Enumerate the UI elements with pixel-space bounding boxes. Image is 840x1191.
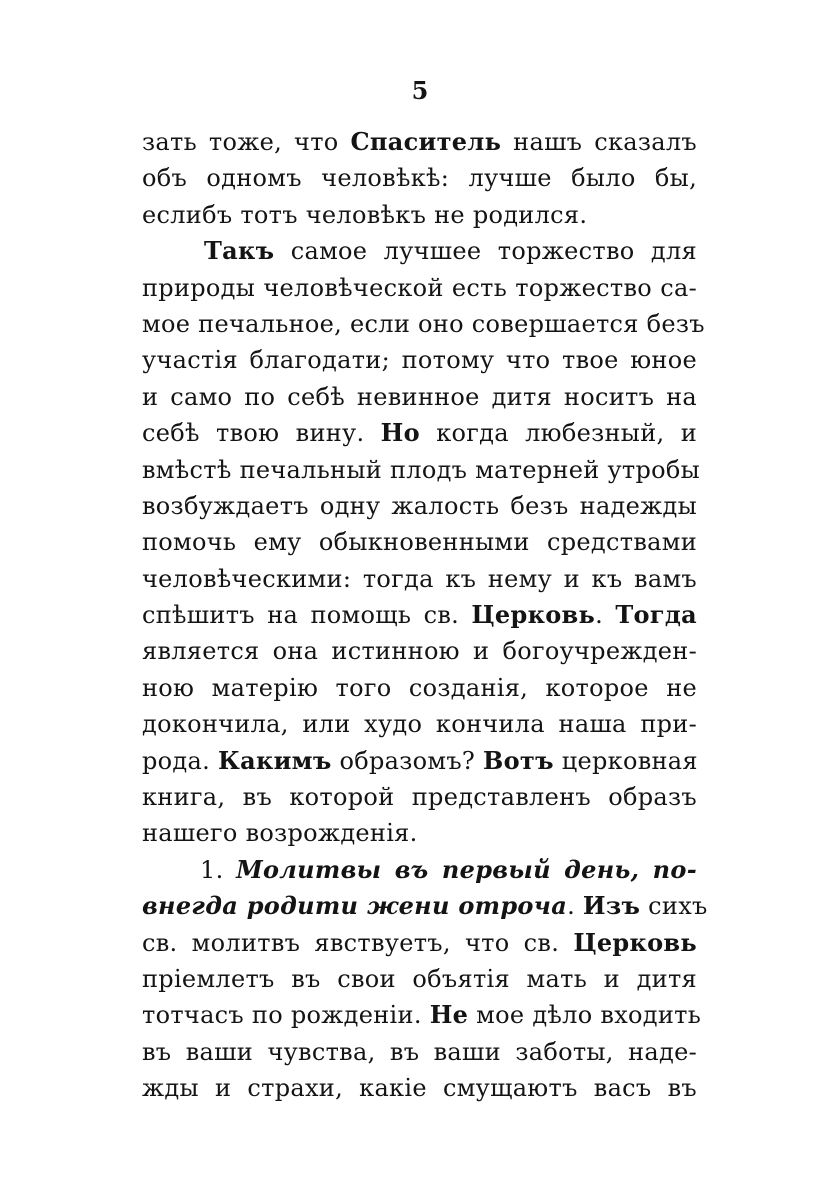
text-run: церковная	[553, 746, 698, 775]
bold-word: Церковь	[471, 600, 596, 630]
text-run: пріемлетъ въ свои объятія мать и дитя	[142, 964, 697, 993]
text-line	[142, 488, 697, 524]
text-line	[142, 233, 697, 269]
bold-word: Такъ	[204, 236, 275, 266]
text-run: мое печальное, если оно совершается безъ	[142, 309, 705, 338]
text-line	[142, 852, 697, 888]
text-run: .	[567, 892, 583, 921]
italic-heading: внегда родити жени отроча	[142, 891, 568, 921]
text-run: спѣшитъ на помощь св.	[142, 601, 472, 630]
text-line	[142, 379, 697, 415]
text-line	[142, 633, 697, 669]
text-run: природы человѣческой есть торжество са-	[142, 273, 697, 302]
text-run: самое лучшее торжество для	[274, 237, 697, 266]
text-line	[142, 124, 697, 160]
text-line	[142, 961, 697, 997]
text-run: образомъ?	[331, 746, 484, 775]
text-run: въ ваши чувства, въ ваши заботы, наде-	[142, 1037, 697, 1066]
text-run: ною матерію того созданія, которое не	[142, 673, 697, 702]
text-line	[142, 1070, 697, 1106]
text-line	[142, 1034, 697, 1070]
text-run: рода.	[142, 746, 218, 775]
text-line	[142, 306, 705, 342]
text-line	[142, 706, 697, 742]
text-run: и само по себѣ невинное дитя носитъ на	[142, 382, 697, 411]
text-run: человѣческими: тогда къ нему и къ вамъ	[142, 564, 697, 593]
text-line	[142, 197, 697, 233]
text-run: докончила, или худо кончила наша при-	[142, 710, 697, 739]
page-number: 5	[411, 76, 429, 105]
text-run: зать тоже, что	[142, 128, 351, 156]
text-line	[142, 670, 697, 706]
text-line	[142, 925, 697, 961]
bold-word: Вотъ	[483, 745, 554, 775]
text-line	[142, 561, 697, 597]
text-run: себѣ твою вину.	[142, 419, 381, 448]
bold-word: Тогда	[615, 600, 697, 630]
text-line	[142, 160, 697, 196]
text-run: когда любезный, и	[419, 419, 697, 448]
text-line	[142, 888, 708, 924]
text-line	[142, 270, 697, 306]
text-line	[142, 779, 697, 815]
text-run: является она истинною и богоучрежден-	[142, 637, 697, 666]
bold-word: Спаситель	[350, 127, 502, 156]
bold-word: Какимъ	[217, 745, 332, 775]
text-line	[142, 997, 702, 1033]
text-line	[142, 815, 697, 851]
text-run: вмѣстѣ печальный плодъ матерней утробы	[142, 455, 701, 484]
text-run: жды и страхи, какіе смущаютъ васъ въ	[142, 1074, 697, 1103]
text-run: еслибъ тотъ человѣкъ не родился.	[142, 200, 588, 229]
bold-word: Не	[429, 1000, 469, 1030]
text-run: книга, въ которой представленъ образъ	[142, 783, 697, 812]
text-run: .	[595, 601, 616, 630]
text-line	[142, 342, 697, 378]
text-run: возбуждаетъ одну жалость безъ надежды	[142, 491, 697, 520]
text-run: объ одномъ человѣкѣ: лучше было бы,	[142, 164, 697, 193]
bold-word: Изъ	[582, 891, 641, 921]
text-run: сихъ	[640, 892, 708, 921]
text-run: нашего возрожденія.	[142, 819, 418, 848]
text-line	[142, 452, 701, 488]
text-line	[142, 524, 697, 560]
text-run: участія благодати; потому что твое юное	[142, 346, 697, 375]
text-run: помочь ему обыкновенными средствами	[142, 528, 697, 557]
text-line	[142, 743, 697, 779]
text-line	[142, 597, 697, 633]
text-run: мое дѣло входить	[468, 1001, 702, 1030]
body-text	[142, 124, 708, 1107]
text-run: тотчасъ по рожденіи.	[142, 1001, 430, 1030]
text-run: нашъ сказалъ	[501, 128, 697, 156]
italic-heading: Молитвы въ первый день, по-	[236, 854, 697, 884]
text-line	[142, 415, 697, 451]
text-run: 1.	[200, 855, 237, 884]
text-run: св. молитвъ явствуетъ, что св.	[142, 928, 574, 957]
bold-word: Церковь	[573, 927, 697, 957]
bold-word: Но	[380, 418, 420, 448]
